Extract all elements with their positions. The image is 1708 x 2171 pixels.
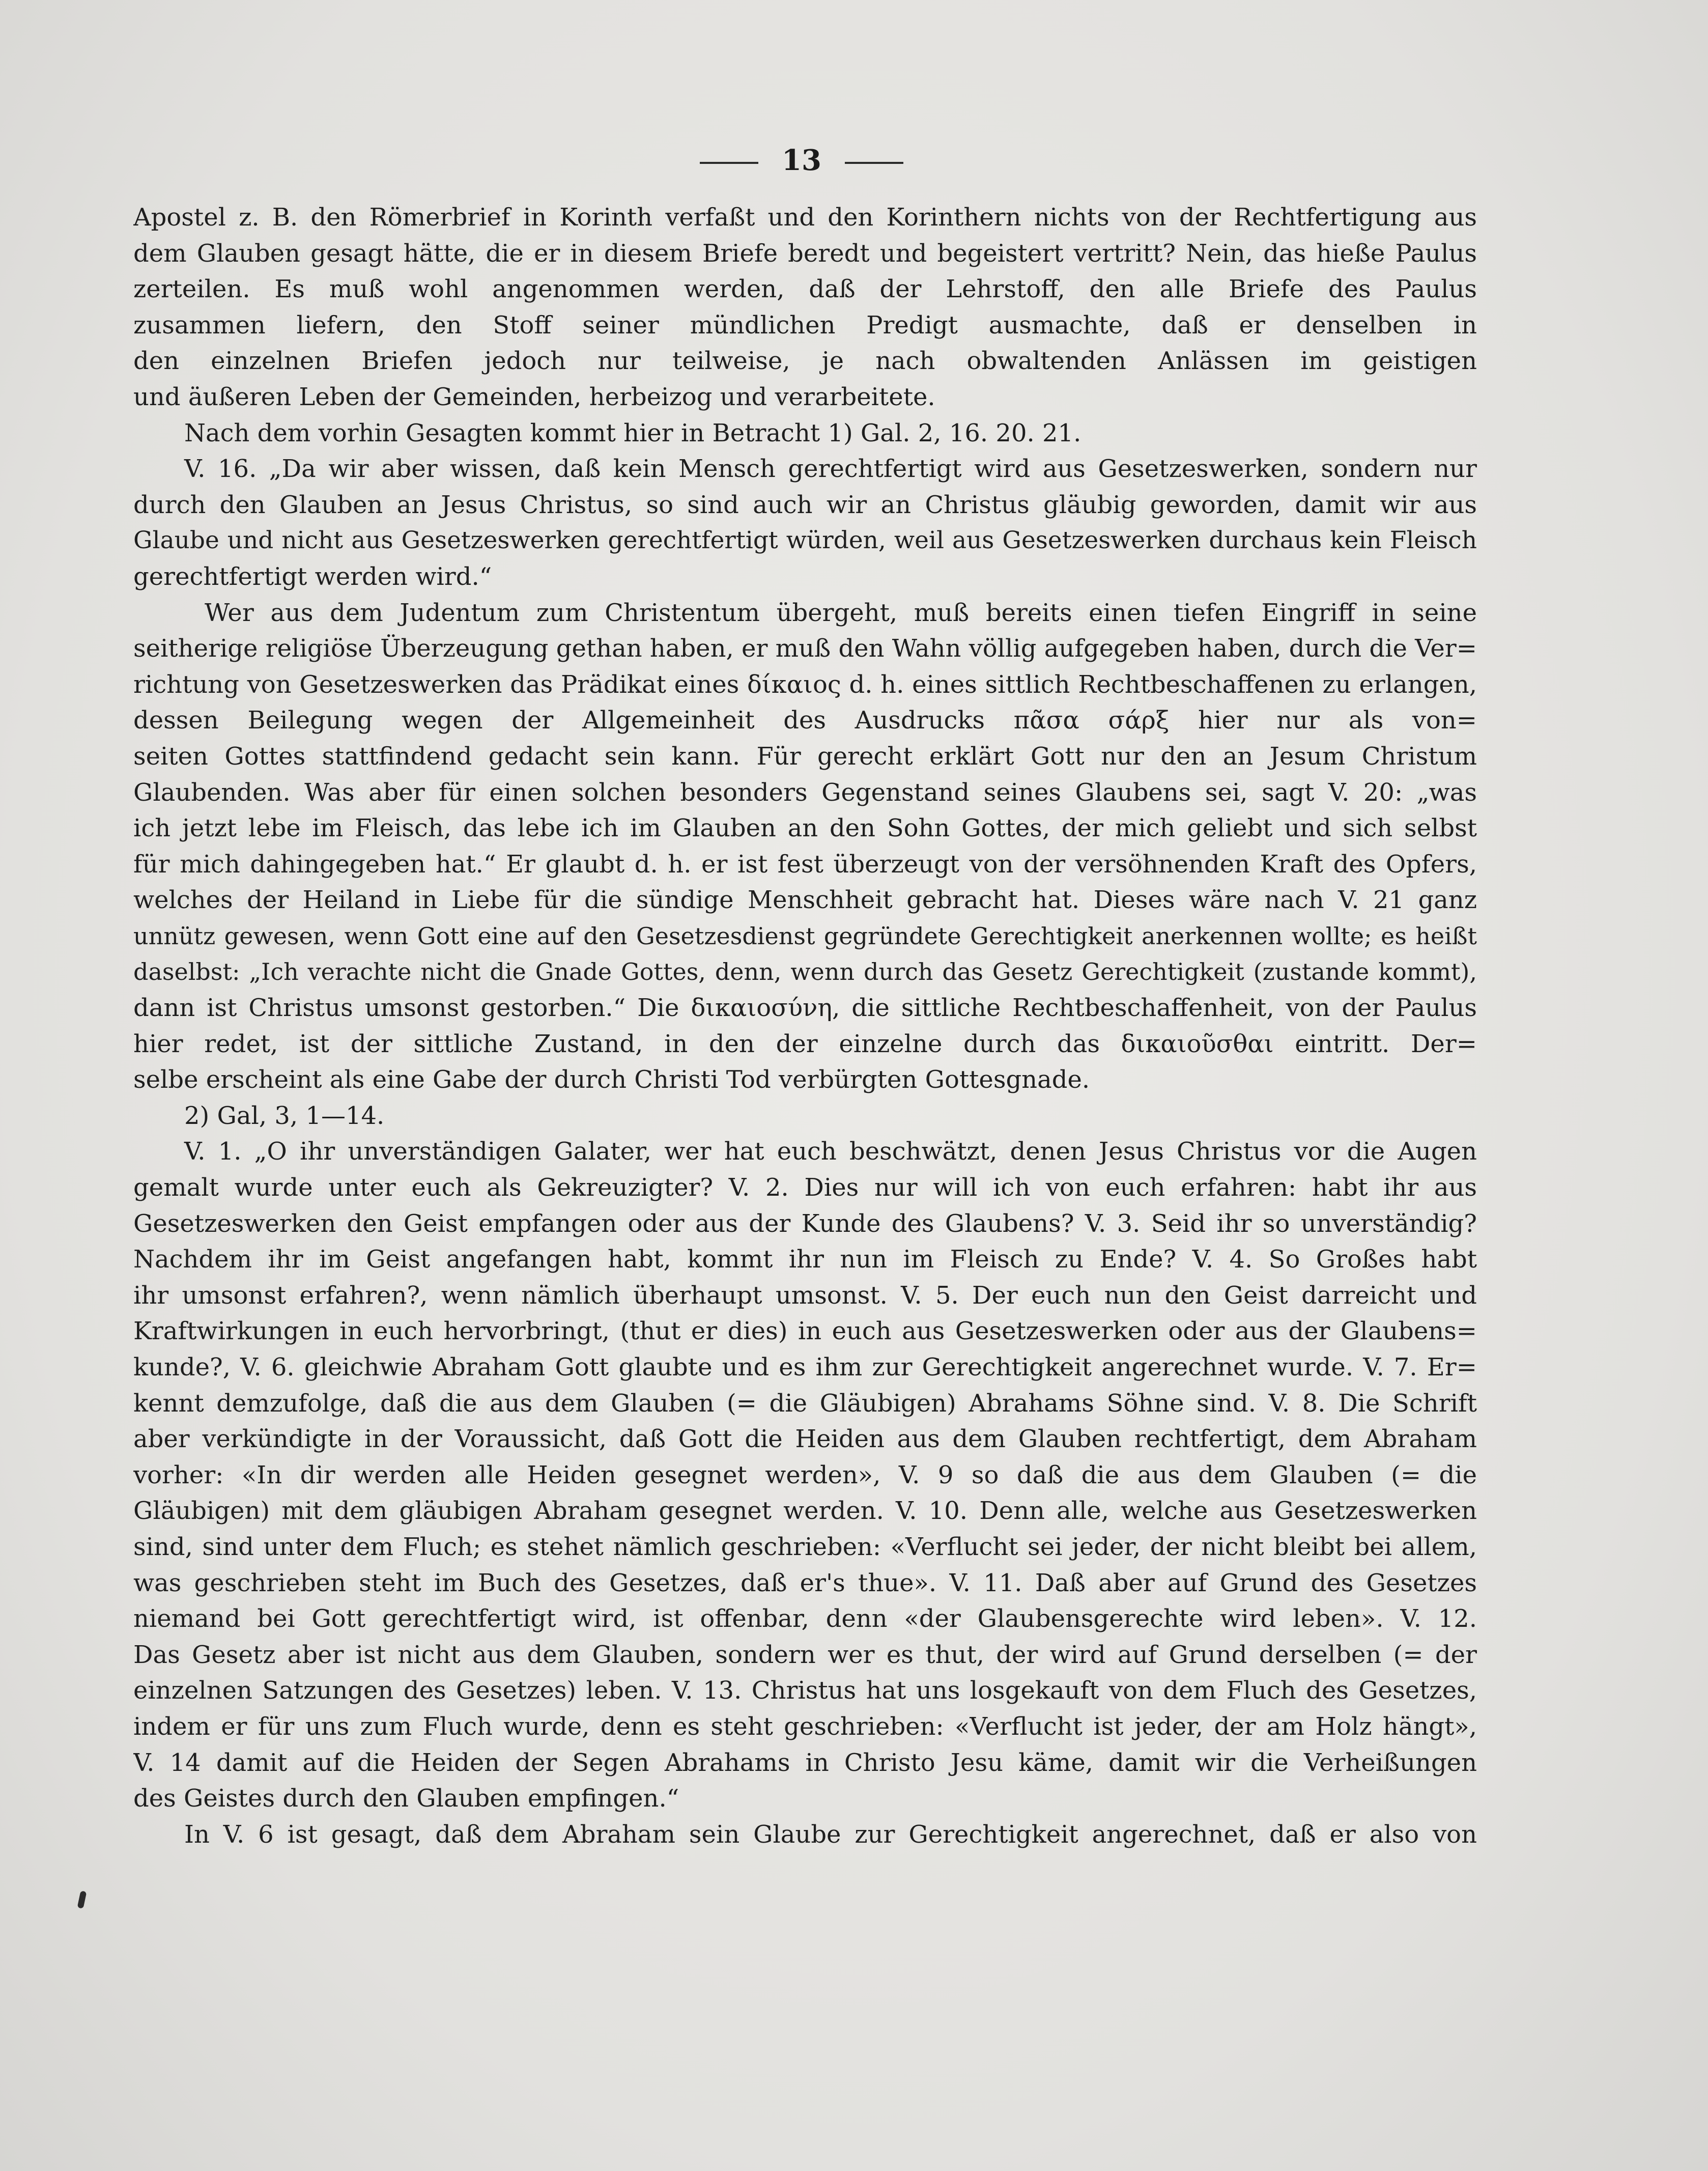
- text-line: zusammen liefern, den Stoff seiner mündlichen Predigt ausmachte, daß er denselben in: [133, 311, 1477, 340]
- text-line: In V. 6 ist gesagt, daß dem Abraham sein Glaube zur Gerechtigkeit angerechnet, daß er also von: [184, 1820, 1477, 1849]
- text-line: Das Gesetz aber ist nicht aus dem Glauben, sondern wer es thut, der wird auf Grund derselben (= der: [133, 1640, 1477, 1669]
- text-line: Nach dem vorhin Gesagten kommt hier in Betracht 1) Gal. 2, 16. 20. 21.: [184, 418, 1081, 447]
- text-line: Gläubigen) mit dem gläubigen Abraham gesegnet werden. V. 10. Denn alle, welche aus Gesetzeswerken: [133, 1497, 1477, 1526]
- text-line: V. 14 damit auf die Heiden der Segen Abrahams in Christo Jesu käme, damit wir die Verheißungen: [133, 1748, 1477, 1777]
- text-line: ihr umsonst erfahren?, wenn nämlich überhaupt umsonst. V. 5. Der euch nun den Geist darreicht und: [133, 1281, 1477, 1310]
- text-line: Gesetzeswerken den Geist empfangen oder aus der Kunde des Glaubens? V. 3. Seid ihr so unverständig?: [133, 1209, 1477, 1238]
- text-line: unnütz gewesen, wenn Gott eine auf den Gesetzesdienst gegründete Gerechtigkeit anerkennen wollte; es heißt: [133, 922, 1477, 950]
- text-line: kennt demzufolge, daß die aus dem Glauben (= die Gläubigen) Abrahams Söhne sind. V. 8. Die Schrift: [133, 1389, 1477, 1418]
- text-line: was geschrieben steht im Buch des Gesetzes, daß er's thue». V. 11. Daß aber auf Grund des Gesetzes: [133, 1568, 1477, 1597]
- text-line: für mich dahingegeben hat.“ Er glaubt d. h. er ist fest überzeugt von der versöhnenden Kraft des Opfers,: [133, 850, 1477, 879]
- text-line: zerteilen. Es muß wohl angenommen werden, daß der Lehrstoff, den alle Briefe des Paulus: [133, 275, 1477, 304]
- text-line: durch den Glauben an Jesus Christus, so sind auch wir an Christus gläubig geworden, damit wir aus: [133, 490, 1477, 519]
- text-line: Kraftwirkungen in euch hervorbringt, (thut er dies) in euch aus Gesetzeswerken oder aus der Glaubens=: [133, 1317, 1477, 1346]
- text-line: dann ist Christus umsonst gestorben.“ Die δικαιοσύνη, die sittliche Rechtbeschaffenheit, von der Paulus: [133, 994, 1477, 1023]
- text-line: dessen Beilegung wegen der Allgemeinheit des Ausdrucks πᾶσα σάρξ hier nur als von=: [133, 706, 1477, 735]
- text-line: daselbst: „Ich verachte nicht die Gnade Gottes, denn, wenn durch das Gesetz Gerechtigkeit (zustande kommt),: [133, 958, 1477, 986]
- text-line: V. 1. „O ihr unverständigen Galater, wer hat euch beschwätzt, denen Jesus Christus vor die Augen: [184, 1137, 1477, 1166]
- text-line: seiten Gottes stattfindend gedacht sein kann. Für gerecht erklärt Gott nur den an Jesum Christum: [133, 742, 1477, 771]
- ink-mark: [77, 1891, 87, 1909]
- text-line: Wer aus dem Judentum zum Christentum übergeht, muß bereits einen tiefen Eingriff in seine: [205, 598, 1477, 627]
- text-line: niemand bei Gott gerechtfertigt wird, ist offenbar, denn «der Glaubensgerechte wird leben». V. 12.: [133, 1604, 1477, 1633]
- text-line: gerechtfertigt werden wird.“: [133, 562, 492, 591]
- text-line: ich jetzt lebe im Fleisch, das lebe ich im Glauben an den Sohn Gottes, der mich geliebt und sich selbst: [133, 814, 1477, 843]
- text-line: selbe erscheint als eine Gabe der durch Christi Tod verbürgten Gottesgnade.: [133, 1065, 1090, 1094]
- text-line: den einzelnen Briefen jedoch nur teilweise, je nach obwaltenden Anlässen im geistigen: [133, 347, 1477, 376]
- text-line: 2) Gal, 3, 1—14.: [184, 1101, 385, 1130]
- text-line: einzelnen Satzungen des Gesetzes) leben. V. 13. Christus hat uns losgekauft von dem Fluch des Gesetzes,: [133, 1676, 1477, 1705]
- text-line: richtung von Gesetzeswerken das Prädikat eines δίκαιος d. h. eines sittlich Rechtbeschaffenen zu erlangen,: [133, 670, 1477, 699]
- text-line: hier redet, ist der sittliche Zustand, in den der einzelne durch das δικαιοῦσθαι eintritt. Der=: [133, 1029, 1477, 1058]
- text-line: des Geistes durch den Glauben empfingen.“: [133, 1784, 679, 1813]
- text-line: Glaube und nicht aus Gesetzeswerken gerechtfertigt würden, weil aus Gesetzeswerken durchaus kein Fleisch: [133, 526, 1477, 555]
- text-line: gemalt wurde unter euch als Gekreuzigter? V. 2. Dies nur will ich von euch erfahren: habt ihr aus: [133, 1173, 1477, 1202]
- text-line: aber verkündigte in der Voraussicht, daß Gott die Heiden aus dem Glauben rechtfertigt, dem Abraham: [133, 1425, 1477, 1454]
- body-text: [133, 200, 1477, 1852]
- text-line: dem Glauben gesagt hätte, die er in diesem Briefe beredt und begeistert vertritt? Nein, das hieße Paulus: [133, 239, 1477, 268]
- text-line: kunde?, V. 6. gleichwie Abraham Gott glaubte und es ihm zur Gerechtigkeit angerechnet wurde. V. 7. Er=: [133, 1353, 1477, 1381]
- text-line: und äußeren Leben der Gemeinden, herbeizog und verarbeitete.: [133, 382, 935, 411]
- text-line: vorher: «In dir werden alle Heiden gesegnet werden», V. 9 so daß die aus dem Glauben (= die: [133, 1460, 1477, 1489]
- text-line: indem er für uns zum Fluch wurde, denn es steht geschrieben: «Verflucht ist jeder, der am Holz hängt»,: [133, 1712, 1477, 1741]
- header-rule-right: [845, 162, 903, 164]
- page-header: [0, 143, 1708, 178]
- text-line: V. 16. „Da wir aber wissen, daß kein Mensch gerechtfertigt wird aus Gesetzeswerken, sondern nur: [184, 455, 1477, 484]
- text-line: Glaubenden. Was aber für einen solchen besonders Gegenstand seines Glaubens sei, sagt V. 20: „was: [133, 778, 1477, 807]
- text-line: sind, sind unter dem Fluch; es stehet nämlich geschrieben: «Verflucht sei jeder, der nicht bleibt bei allem,: [133, 1532, 1477, 1561]
- text-line: seitherige religiöse Überzeugung gethan haben, er muß den Wahn völlig aufgegeben haben, durch die Ver=: [133, 634, 1477, 663]
- text-line: welches der Heiland in Liebe für die sündige Menschheit gebracht hat. Dieses wäre nach V. 21 ganz: [133, 886, 1477, 915]
- text-line: Nachdem ihr im Geist angefangen habt, kommt ihr nun im Fleisch zu Ende? V. 4. So Großes habt: [133, 1245, 1477, 1274]
- header-rule-left: [700, 162, 758, 164]
- page-number: 13: [782, 144, 821, 177]
- text-line: Apostel z. B. den Römerbrief in Korinth verfaßt und den Korinthern nichts von der Rechtfertigung aus: [133, 203, 1477, 232]
